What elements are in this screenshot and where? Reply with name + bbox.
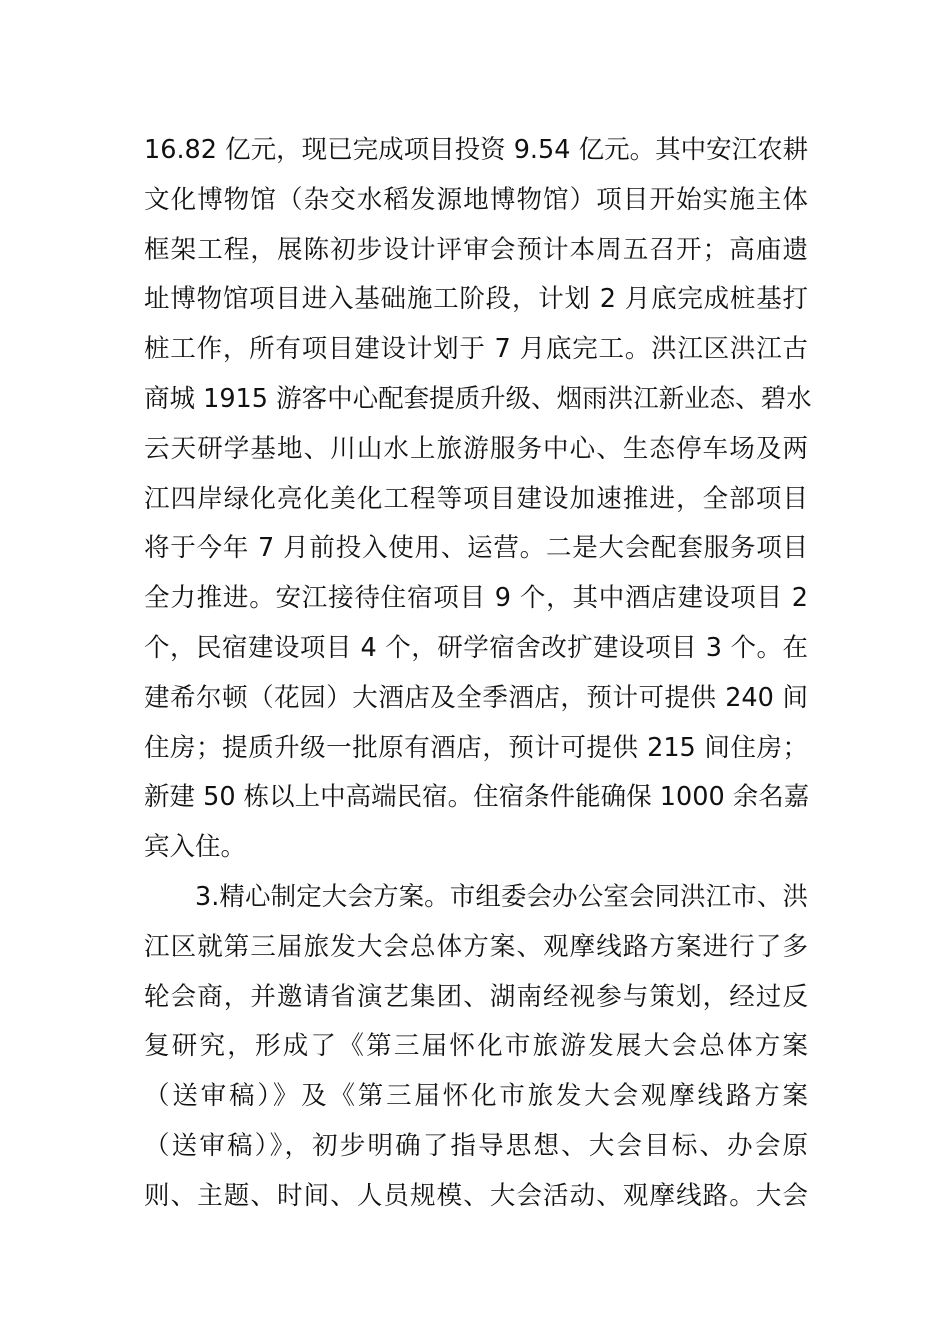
text-line: 住房；提质升级一批原有酒店，预计可提供 215 间住房； xyxy=(144,732,808,763)
text-line: 址博物馆项目进入基础施工阶段，计划 2 月底完成桩基打 xyxy=(144,284,808,315)
text-line: 商城 1915 游客中心配套提质升级、烟雨洪江新业态、碧水 xyxy=(144,383,812,414)
text-line: 3.精心制定大会方案。市组委会办公室会同洪江市、洪 xyxy=(195,881,808,912)
text-line: 则、主题、时间、人员规模、大会活动、观摩线路。大会 xyxy=(144,1180,808,1211)
text-line: 云天研学基地、川山水上旅游服务中心、生态停车场及两 xyxy=(144,433,808,464)
text-line: 复研究，形成了《第三届怀化市旅游发展大会总体方案 xyxy=(144,1031,808,1062)
text-line: 建希尔顿（花园）大酒店及全季酒店，预计可提供 240 间 xyxy=(144,682,808,713)
text-line: 江四岸绿化亮化美化工程等项目建设加速推进，全部项目 xyxy=(144,483,808,514)
text-line: 将于今年 7 月前投入使用、运营。二是大会配套服务项目 xyxy=(144,533,808,564)
text-line: 文化博物馆（杂交水稻发源地博物馆）项目开始实施主体 xyxy=(144,184,808,215)
text-line: 个，民宿建设项目 4 个，研学宿舍改扩建设项目 3 个。在 xyxy=(144,632,808,663)
text-line: 16.82 亿元，现已完成项目投资 9.54 亿元。其中安江农耕 xyxy=(144,135,809,165)
text-line: 全力推进。安江接待住宿项目 9 个，其中酒店建设项目 2 xyxy=(144,583,808,614)
text-line: 桩工作，所有项目建设计划于 7 月底完工。洪江区洪江古 xyxy=(144,334,808,365)
body-text xyxy=(144,126,812,1222)
paragraph xyxy=(144,126,812,873)
text-line: 新建 50 栋以上中高端民宿。住宿条件能确保 1000 余名嘉 xyxy=(144,782,810,813)
text-line: 宾入住。 xyxy=(144,832,247,863)
paragraph xyxy=(144,873,808,1222)
text-line: 轮会商，并邀请省演艺集团、湖南经视参与策划，经过反 xyxy=(144,981,808,1012)
text-line: （送审稿）》，初步明确了指导思想、大会目标、办会原 xyxy=(144,1130,808,1161)
text-line: 江区就第三届旅发大会总体方案、观摩线路方案进行了多 xyxy=(144,931,808,962)
text-line: 框架工程，展陈初步设计评审会预计本周五召开；高庙遗 xyxy=(144,234,808,265)
text-line: （送审稿）》及《第三届怀化市旅发大会观摩线路方案 xyxy=(144,1081,808,1112)
